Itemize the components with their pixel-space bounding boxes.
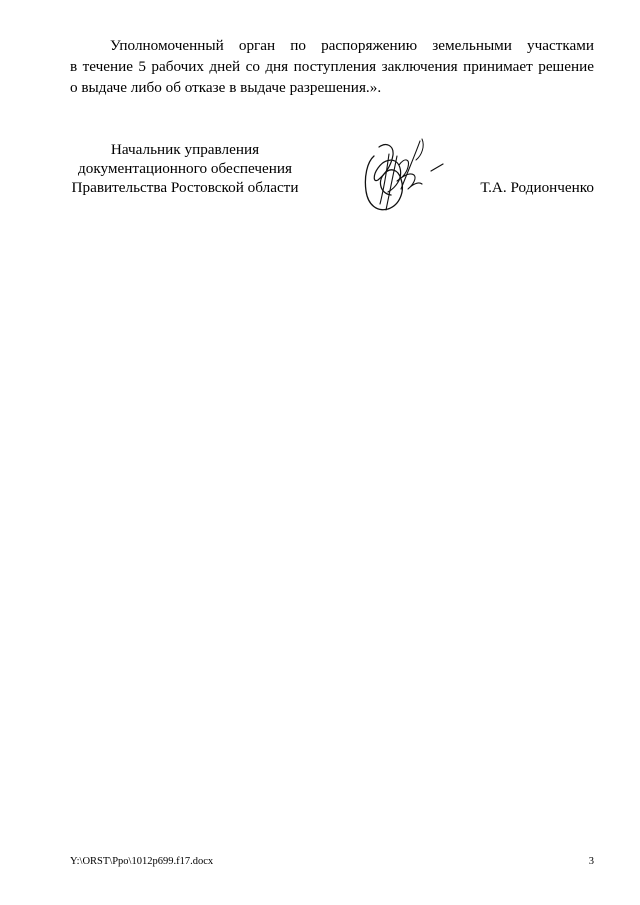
signer-name: Т.А. Родионченко: [480, 179, 594, 196]
official-position-line-1: Начальник управления: [110, 141, 260, 158]
signature-block: [70, 140, 594, 230]
page-number: 3: [588, 856, 594, 867]
body-line-3: о выдаче либо об отказе в выдаче разрешения.».: [70, 79, 382, 96]
footer-file-path: Y:\ORST\Ppo\1012p699.f17.docx: [70, 856, 214, 867]
official-position-line-2: документационного обеспечения: [78, 160, 292, 177]
official-position-line-3: Правительства Ростовской области: [71, 179, 299, 196]
official-position: [70, 140, 300, 197]
body-line-2: в течение 5 рабочих дней со дня поступления заключения принимает решение: [70, 58, 594, 75]
body-paragraph: [70, 35, 594, 98]
body-line-1: Уполномоченный орган по распоряжению земельными участками: [110, 37, 594, 54]
handwritten-signature-icon: [342, 132, 452, 218]
